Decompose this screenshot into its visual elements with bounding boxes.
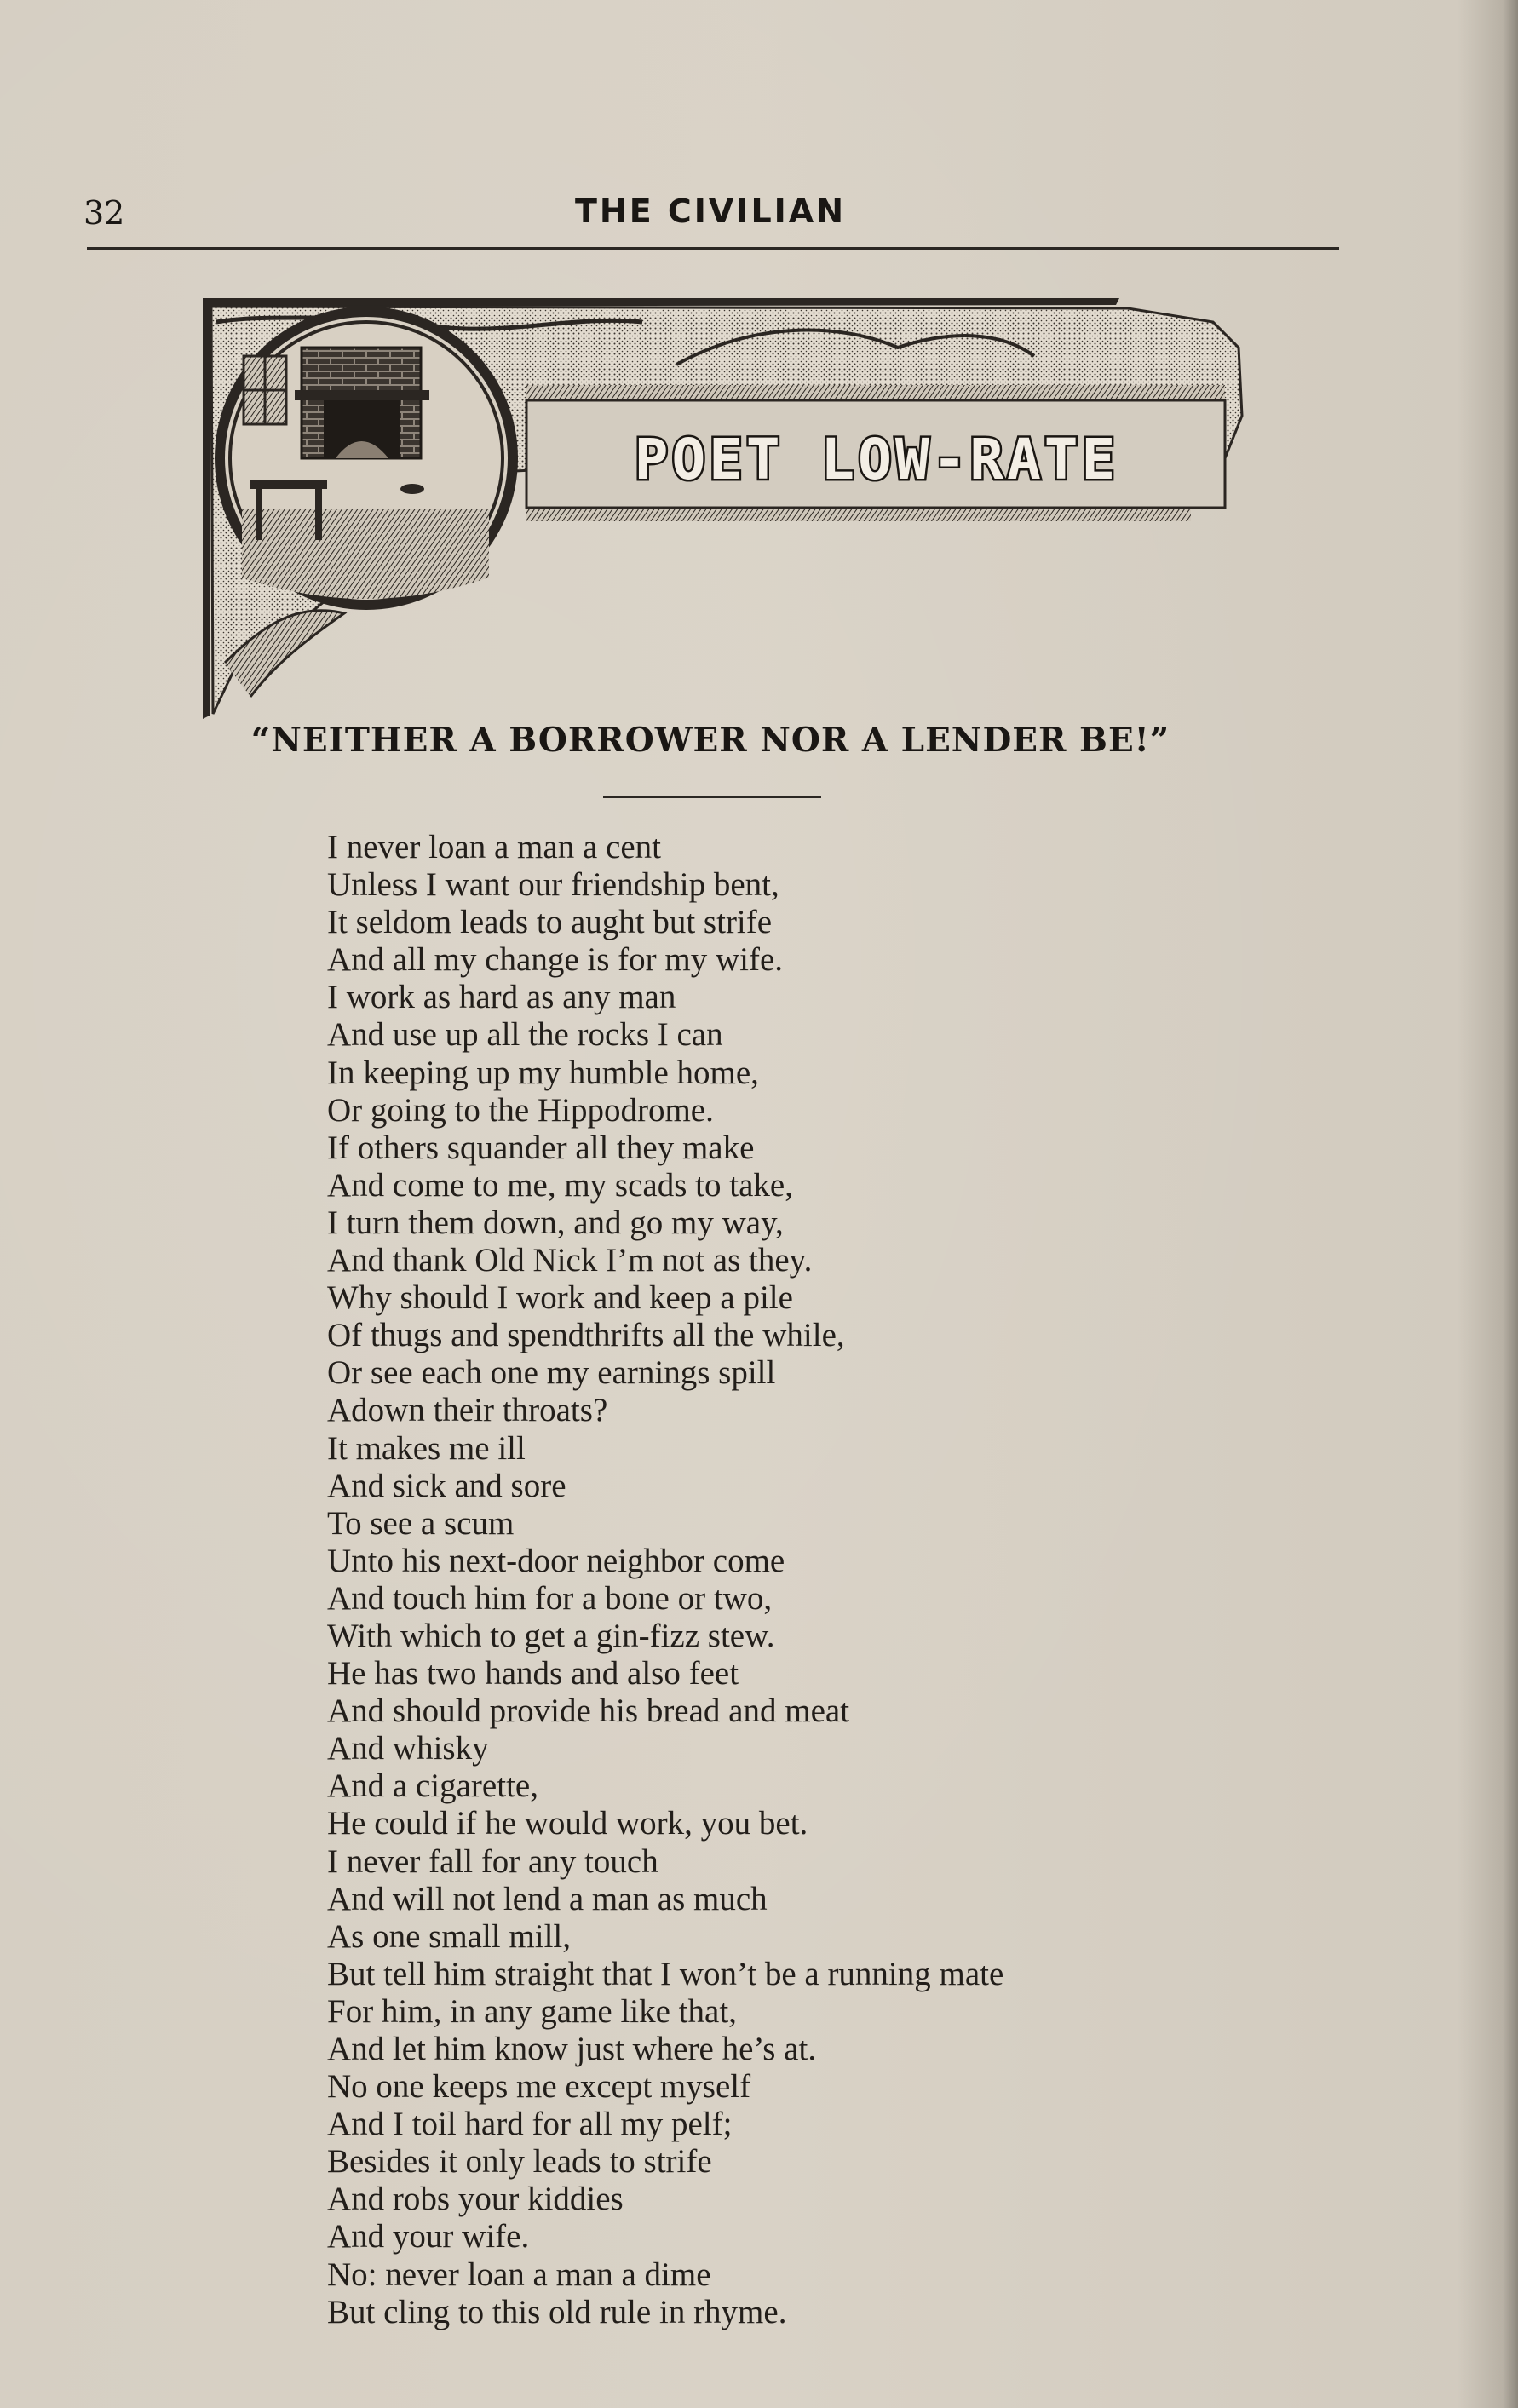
poem-line: Or going to the Hippodrome.: [327, 1091, 714, 1129]
banner-title: POET LOW-RATE: [634, 427, 1119, 492]
poem-line: I turn them down, and go my way,: [327, 1204, 784, 1241]
poem-line: And sick and sore: [327, 1467, 566, 1504]
poem-body: [327, 829, 1435, 2331]
poet-low-rate-banner: [199, 296, 1247, 722]
poem-line: And I toil hard for all my pelf;: [327, 2106, 733, 2143]
hearth-fireplace-illustration: [215, 307, 518, 610]
poem-line: He could if he would work, you bet.: [327, 1805, 808, 1842]
poem-line: I never fall for any touch: [327, 1842, 658, 1880]
poem-line: He has two hands and also feet: [327, 1655, 739, 1692]
running-head: THE CIVILIAN: [574, 193, 847, 230]
poem-line: It seldom leads to aught but strife: [327, 904, 773, 941]
poem-line: With which to get a gin-fizz stew.: [327, 1617, 775, 1654]
poem-line: And whisky: [327, 1730, 489, 1767]
poem-line: And let him know just where he’s at.: [327, 2031, 817, 2067]
poem-line: And use up all the rocks I can: [327, 1016, 723, 1054]
poem-title: “NEITHER A BORROWER NOR A LENDER BE!”: [250, 721, 1170, 760]
poem-line: I never loan a man a cent: [327, 829, 661, 865]
poem-line: And touch him for a bone or two,: [327, 1579, 773, 1617]
poem-line: It makes me ill: [327, 1429, 526, 1467]
poem-line: And will not lend a man as much: [327, 1880, 768, 1917]
poem-line: Of thugs and spendthrifts all the while,: [327, 1317, 845, 1354]
poem-line: And should provide his bread and meat: [327, 1692, 850, 1730]
poem-line: Or see each one my earnings spill: [327, 1354, 776, 1392]
header-rule: [87, 247, 1339, 250]
poem-line: To see a scum: [327, 1504, 515, 1542]
poem-line: Unto his next-door neighbor come: [327, 1542, 785, 1579]
poem-line: And your wife.: [327, 2218, 530, 2256]
poem-line: But tell him straight that I won’t be a running mate: [327, 1955, 1004, 1992]
poem-line: For him, in any game like that,: [327, 1992, 737, 2030]
poem-line: And come to me, my scads to take,: [327, 1166, 793, 1204]
poem-line: But cling to this old rule in rhyme.: [327, 2293, 787, 2330]
poem-line: And a cigarette,: [327, 1767, 538, 1805]
poem-line: Besides it only leads to strife: [327, 2143, 712, 2181]
poem-line: No one keeps me except myself: [327, 2068, 751, 2106]
poem-line: And all my change is for my wife.: [327, 941, 784, 979]
poem-line: No: never loan a man a dime: [327, 2256, 711, 2293]
poem-line: And robs your kiddies: [327, 2181, 624, 2218]
poem-line: I work as hard as any man: [327, 979, 676, 1016]
page-number: 32: [83, 194, 125, 232]
poem-line: Why should I work and keep a pile: [327, 1279, 793, 1317]
poem-line: As one small mill,: [327, 1917, 571, 1955]
title-rule: [603, 796, 821, 798]
poem-line: Unless I want our friendship bent,: [327, 866, 779, 904]
poem-line: Adown their throats?: [327, 1392, 608, 1429]
poem-line: In keeping up my humble home,: [327, 1054, 759, 1091]
poem-line: And thank Old Nick I’m not as they.: [327, 1242, 813, 1279]
poem-line: If others squander all they make: [327, 1129, 755, 1166]
